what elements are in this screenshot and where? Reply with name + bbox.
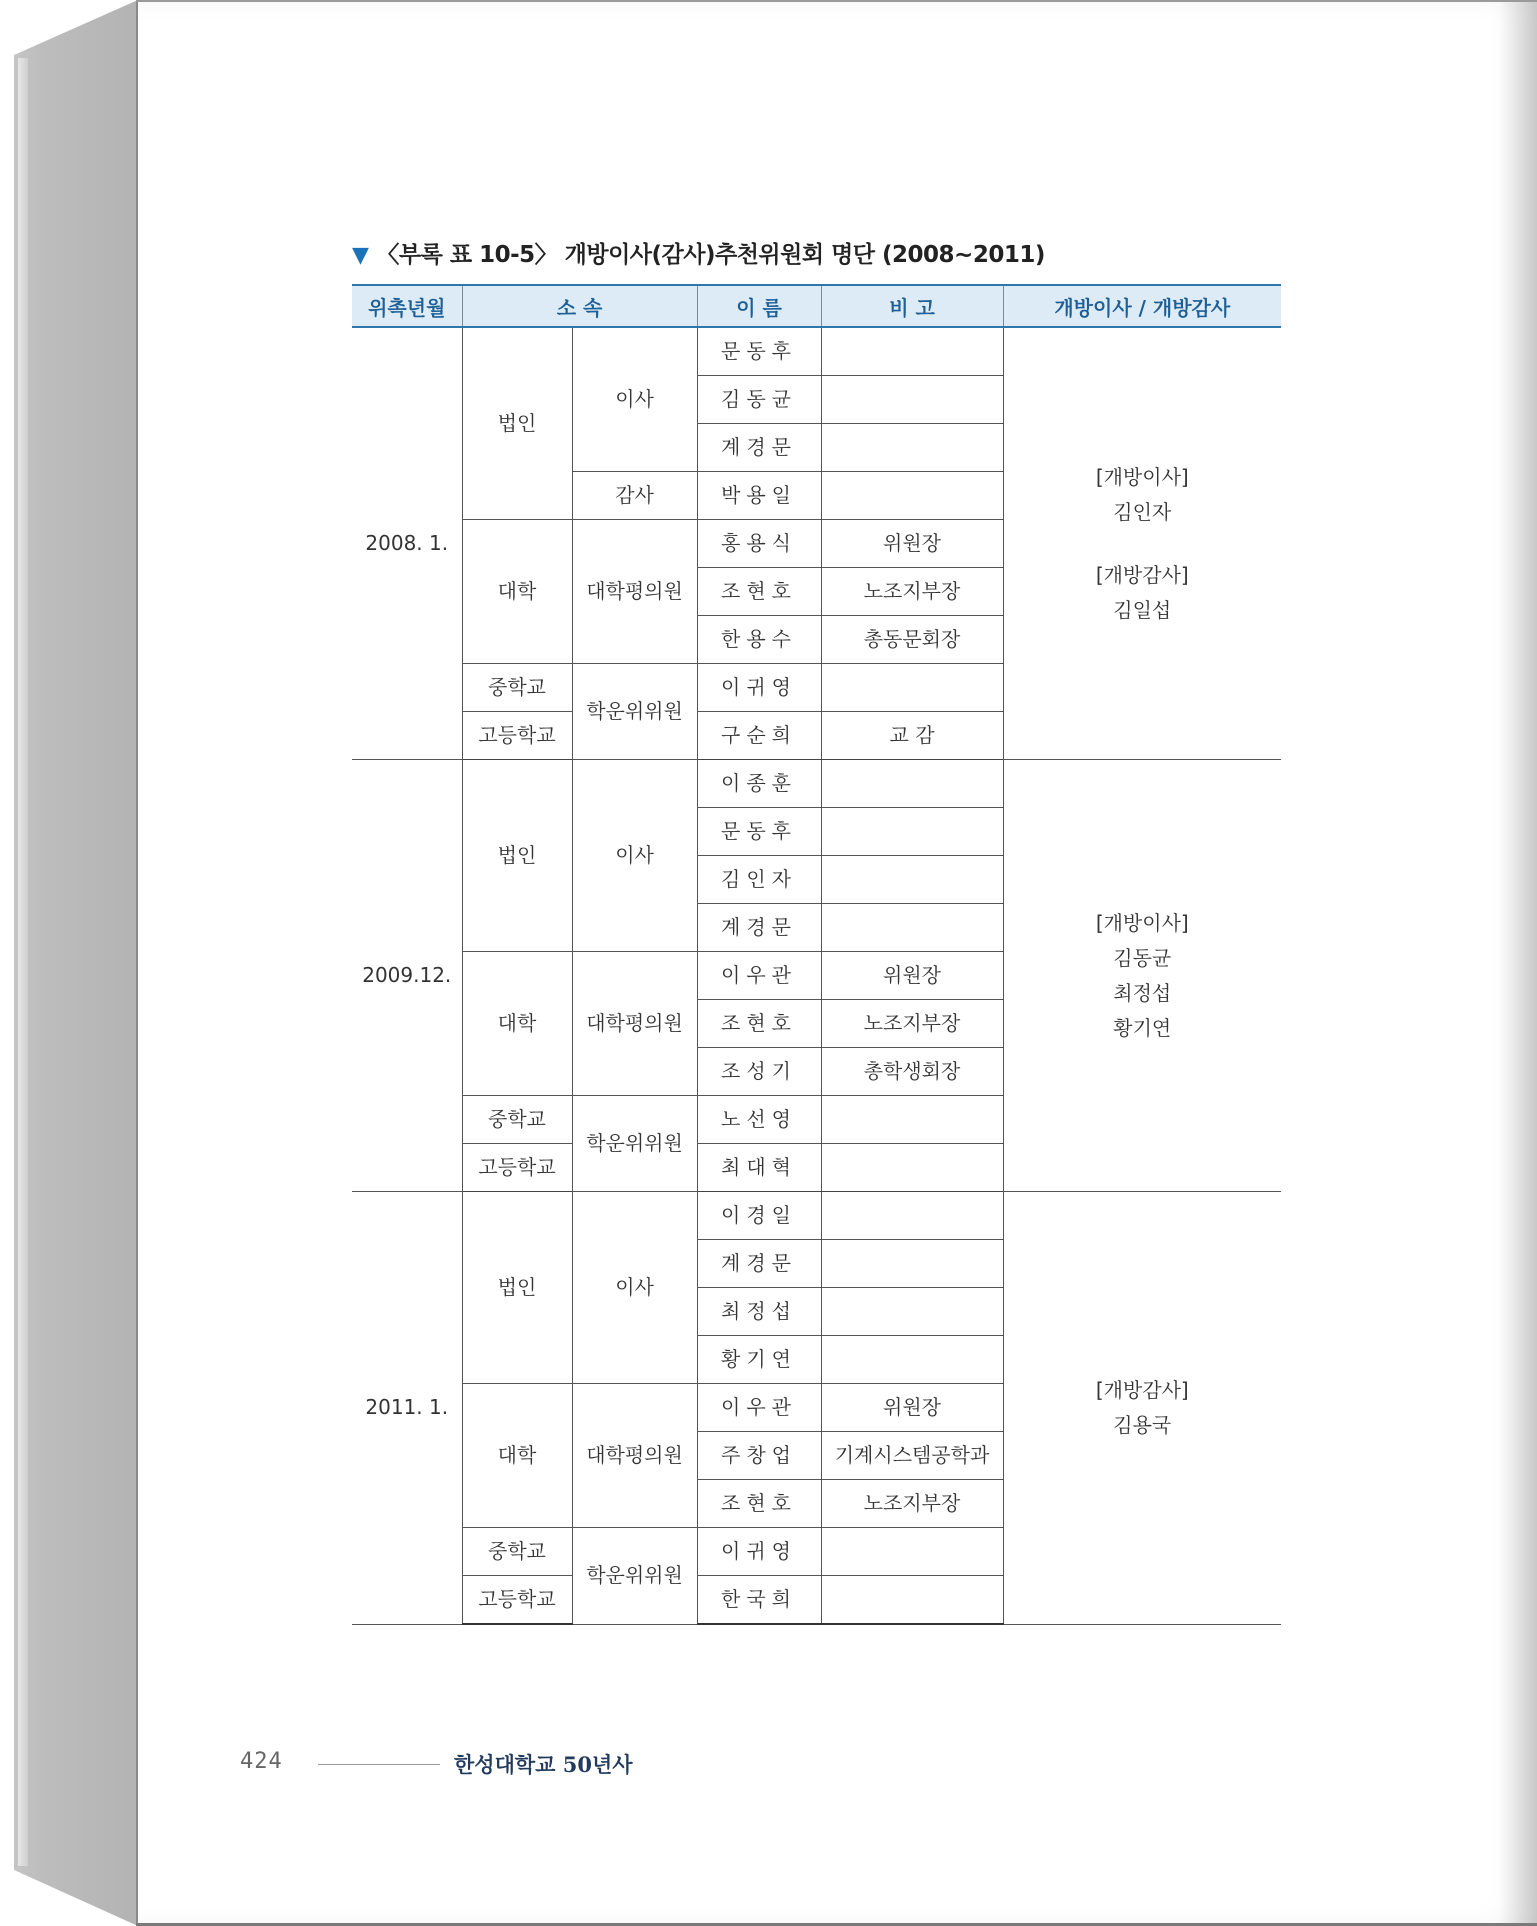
affiliation-secondary: 대학평의원 <box>572 952 697 1096</box>
member-note: 노조지부장 <box>821 568 1003 616</box>
member-name: 이우관 <box>697 1384 821 1432</box>
committee-roster-table <box>352 284 1281 1625</box>
affiliation-primary: 중학교 <box>462 664 572 712</box>
member-note <box>821 376 1003 424</box>
member-name: 김동균 <box>697 376 821 424</box>
member-note: 총동문회장 <box>821 616 1003 664</box>
member-note <box>821 1576 1003 1625</box>
open-role-line: 김일섭 <box>1113 597 1172 622</box>
table-header-row <box>352 285 1281 327</box>
open-role-cell <box>1003 327 1281 760</box>
member-note: 총학생회장 <box>821 1048 1003 1096</box>
member-note <box>821 1192 1003 1240</box>
affiliation-secondary: 감사 <box>572 472 697 520</box>
member-note <box>821 664 1003 712</box>
member-name: 이종훈 <box>697 760 821 808</box>
member-note <box>821 1144 1003 1192</box>
header-open-role: 개방이사 / 개방감사 <box>1003 285 1281 327</box>
affiliation-secondary: 이사 <box>572 327 697 472</box>
member-note <box>821 856 1003 904</box>
affiliation-secondary: 대학평의원 <box>572 1384 697 1528</box>
table-title <box>352 236 1045 269</box>
member-note <box>821 808 1003 856</box>
member-note: 기계시스템공학과 <box>821 1432 1003 1480</box>
member-name: 문동후 <box>697 327 821 376</box>
member-name: 구순희 <box>697 712 821 760</box>
member-name: 이귀영 <box>697 664 821 712</box>
affiliation-primary: 법인 <box>462 1192 572 1384</box>
member-note <box>821 1528 1003 1576</box>
member-name: 조현호 <box>697 568 821 616</box>
member-name: 홍용식 <box>697 520 821 568</box>
affiliation-primary: 고등학교 <box>462 712 572 760</box>
member-name: 한국희 <box>697 1576 821 1625</box>
appointment-date: 2011. 1. <box>352 1192 462 1625</box>
affiliation-primary: 중학교 <box>462 1528 572 1576</box>
member-name: 계경문 <box>697 904 821 952</box>
page-number: 424 <box>240 1749 283 1774</box>
member-note <box>821 1288 1003 1336</box>
open-role-line: [개방이사] <box>1095 464 1189 489</box>
table-row <box>352 760 1281 808</box>
header-date: 위촉년월 <box>352 285 462 327</box>
member-name: 이우관 <box>697 952 821 1000</box>
open-role-line: 김용국 <box>1113 1412 1172 1437</box>
table-row <box>352 1192 1281 1240</box>
book-spine-edge <box>18 58 28 1866</box>
footer-divider <box>318 1764 440 1765</box>
member-name: 박용일 <box>697 472 821 520</box>
triangle-down-icon: ▼ <box>352 243 369 268</box>
table-row <box>352 327 1281 376</box>
affiliation-secondary: 대학평의원 <box>572 520 697 664</box>
page-shadow <box>1499 0 1537 1926</box>
affiliation-secondary: 학운위위원 <box>572 664 697 760</box>
affiliation-secondary: 이사 <box>572 1192 697 1384</box>
member-name: 최정섭 <box>697 1288 821 1336</box>
affiliation-primary: 중학교 <box>462 1096 572 1144</box>
affiliation-primary: 대학 <box>462 1384 572 1528</box>
member-name: 조현호 <box>697 1480 821 1528</box>
member-note <box>821 760 1003 808</box>
member-name: 이경일 <box>697 1192 821 1240</box>
member-note: 위원장 <box>821 1384 1003 1432</box>
open-role-cell <box>1003 1192 1281 1625</box>
open-role-line: [개방감사] <box>1095 1377 1189 1402</box>
member-name: 계경문 <box>697 1240 821 1288</box>
open-role-line: 최정섭 <box>1113 980 1172 1005</box>
affiliation-primary: 대학 <box>462 952 572 1096</box>
open-role-cell <box>1003 760 1281 1192</box>
open-role-line: [개방감사] <box>1095 562 1189 587</box>
member-name: 문동후 <box>697 808 821 856</box>
member-note <box>821 1336 1003 1384</box>
affiliation-primary: 대학 <box>462 520 572 664</box>
book-title: 한성대학교 50년사 <box>454 1752 633 1777</box>
member-name: 계경문 <box>697 424 821 472</box>
appointment-date: 2009.12. <box>352 760 462 1192</box>
member-note: 위원장 <box>821 520 1003 568</box>
page-top-edge <box>136 0 1537 2</box>
header-note: 비 고 <box>821 285 1003 327</box>
member-name: 조현호 <box>697 1000 821 1048</box>
member-note: 교 감 <box>821 712 1003 760</box>
member-name: 최대혁 <box>697 1144 821 1192</box>
appointment-date: 2008. 1. <box>352 327 462 760</box>
open-role-line: 김인자 <box>1113 499 1172 524</box>
member-name: 황기연 <box>697 1336 821 1384</box>
member-name: 이귀영 <box>697 1528 821 1576</box>
affiliation-primary: 고등학교 <box>462 1576 572 1625</box>
affiliation-primary: 고등학교 <box>462 1144 572 1192</box>
member-note: 노조지부장 <box>821 1000 1003 1048</box>
open-role-line: 김동균 <box>1113 945 1172 970</box>
affiliation-secondary: 학운위위원 <box>572 1096 697 1192</box>
header-name: 이 름 <box>697 285 821 327</box>
member-note: 위원장 <box>821 952 1003 1000</box>
member-note <box>821 472 1003 520</box>
member-name: 조성기 <box>697 1048 821 1096</box>
affiliation-secondary: 이사 <box>572 760 697 952</box>
affiliation-primary: 법인 <box>462 327 572 520</box>
member-name: 노선영 <box>697 1096 821 1144</box>
table-title-text: 〈부록 표 10-5〉 개방이사(감사)추천위원회 명단 (2008~2011) <box>376 242 1045 268</box>
open-role-spacer <box>1004 530 1282 558</box>
member-name: 주창업 <box>697 1432 821 1480</box>
affiliation-primary: 법인 <box>462 760 572 952</box>
member-note <box>821 1240 1003 1288</box>
affiliation-secondary: 학운위위원 <box>572 1528 697 1625</box>
member-name: 김인자 <box>697 856 821 904</box>
member-note <box>821 1096 1003 1144</box>
open-role-line: [개방이사] <box>1095 910 1189 935</box>
member-note <box>821 424 1003 472</box>
member-name: 한용수 <box>697 616 821 664</box>
open-role-line: 황기연 <box>1113 1015 1172 1040</box>
header-affiliation: 소 속 <box>462 285 697 327</box>
member-note <box>821 904 1003 952</box>
member-note: 노조지부장 <box>821 1480 1003 1528</box>
member-note <box>821 327 1003 376</box>
